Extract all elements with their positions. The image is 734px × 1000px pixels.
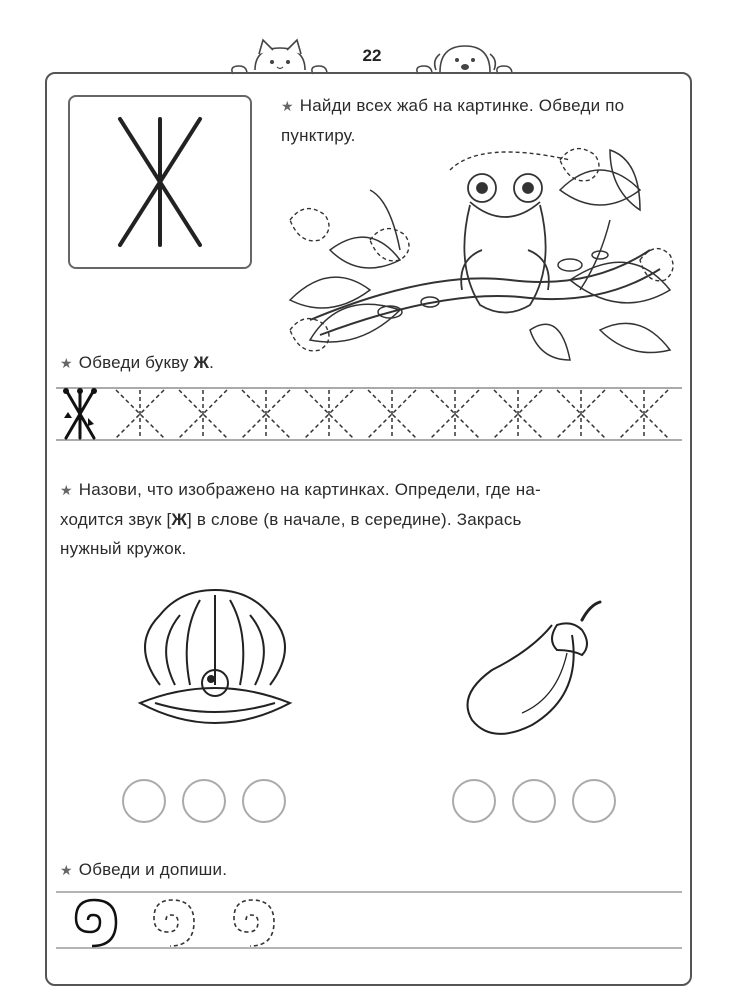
task-letter: Ж [193, 353, 210, 372]
dashed-letter-zhe[interactable] [242, 390, 290, 438]
answer-circle [183, 780, 225, 822]
dashed-letter-zhe[interactable] [557, 390, 605, 438]
answer-circles-shell[interactable] [122, 777, 287, 827]
dashed-letter-zhe[interactable] [305, 390, 353, 438]
task-trace-letter [60, 348, 214, 378]
task-text: Найди всех жаб на картинке. Обведи по пунктиру. [281, 96, 625, 145]
spiral-sample-icon [76, 900, 116, 946]
peeking-dog-icon [410, 30, 520, 78]
task-text: Обведи букву [78, 353, 189, 372]
spiral-dashed-icon [154, 900, 194, 946]
task-sound: Ж [171, 510, 188, 529]
letter-zhe-icon [70, 97, 250, 267]
answer-circles-eggplant[interactable] [452, 777, 617, 827]
eggplant-icon [462, 595, 612, 740]
task-text: Назови, что изображено на картинках. Определи, где на- [78, 480, 541, 499]
task-name-pictures [60, 475, 680, 563]
star-icon: ★ [281, 98, 294, 114]
dashed-letter-zhe[interactable] [494, 390, 542, 438]
task-text: нужный кружок. [60, 539, 187, 558]
spiral-dashed-icon [234, 900, 274, 946]
star-icon: ★ [60, 355, 73, 371]
task-line-2 [60, 505, 680, 534]
dashed-letter-zhe[interactable] [368, 390, 416, 438]
task-trace-finish [60, 855, 227, 885]
task-text-suffix: . [209, 353, 215, 372]
jungle-toads-illustration [270, 130, 680, 370]
dashed-letter-zhe[interactable] [431, 390, 479, 438]
spiral-tracing-row[interactable] [56, 888, 682, 953]
answer-circle [573, 780, 615, 822]
task-text: ходится звук [ [60, 510, 172, 529]
task-line-1 [60, 475, 680, 505]
dashed-letter-zhe[interactable] [179, 390, 227, 438]
dashed-letter-zhe[interactable] [116, 390, 164, 438]
answer-circle [243, 780, 285, 822]
task-text: ] в слове (в начале, в середине). Закрась [187, 510, 522, 529]
letter-tracing-row[interactable] [56, 382, 682, 444]
answer-circle [453, 780, 495, 822]
letter-card [68, 95, 252, 269]
pearl-shell-icon [130, 585, 300, 730]
page-number: 22 [362, 46, 382, 65]
star-icon: ★ [60, 862, 73, 878]
answer-circle [513, 780, 555, 822]
answer-circle [123, 780, 165, 822]
peeking-cat-icon [225, 30, 335, 78]
star-icon: ★ [60, 482, 73, 498]
dashed-letter-zhe[interactable] [620, 390, 668, 438]
task-text: Обведи и допиши. [78, 860, 228, 879]
task-line-3 [60, 534, 680, 563]
